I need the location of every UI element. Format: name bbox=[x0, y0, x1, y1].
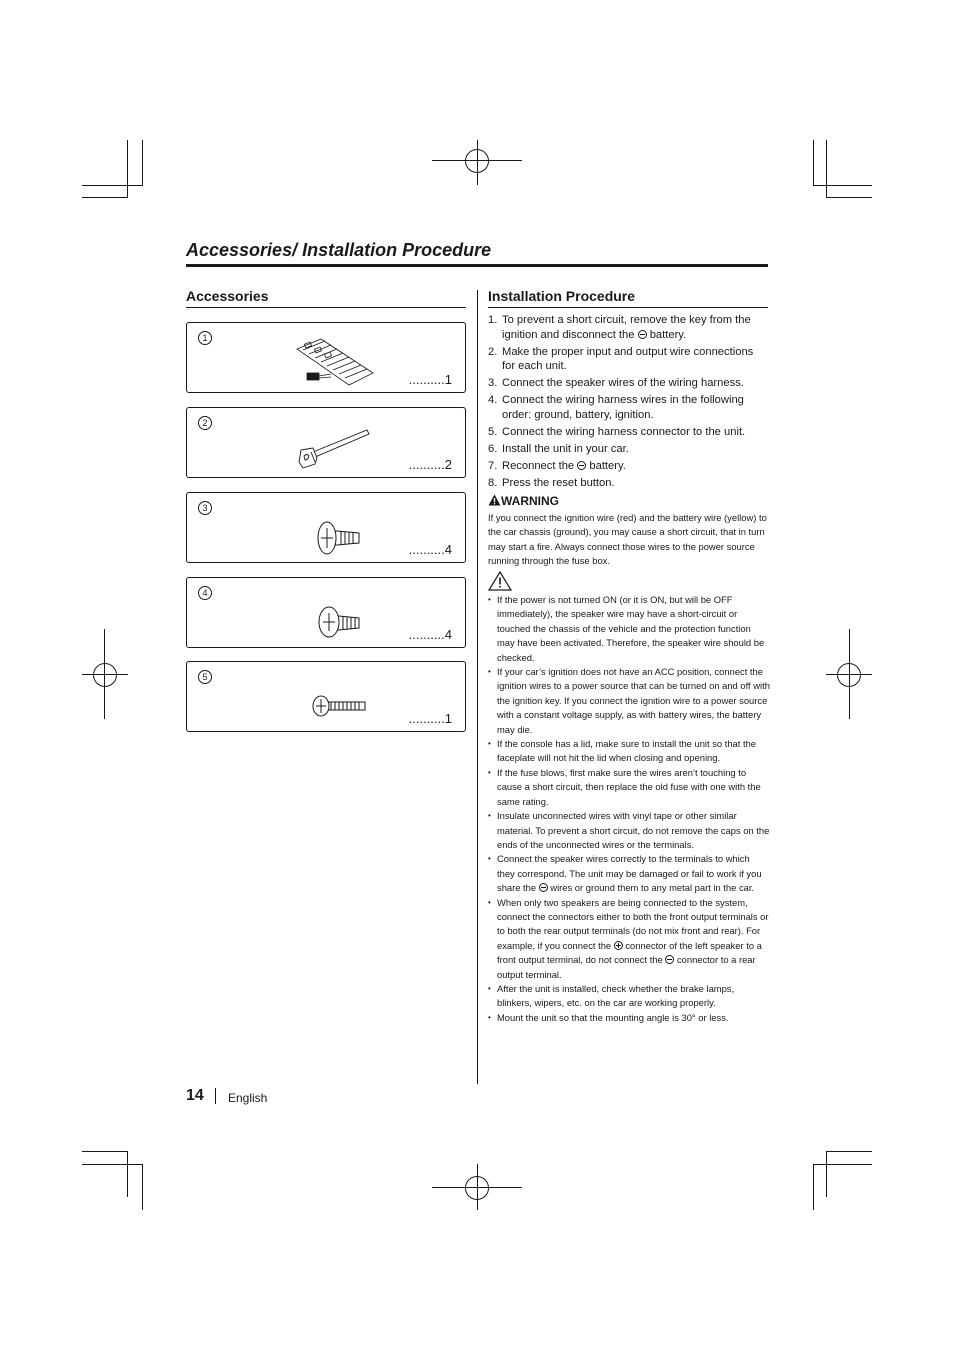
accessory-quantity: ..........4 bbox=[408, 542, 452, 557]
title-rule bbox=[186, 264, 768, 267]
caution-icon bbox=[488, 571, 512, 591]
minus-terminal-icon bbox=[577, 461, 586, 470]
step-item: 7. Reconnect the battery. bbox=[488, 459, 626, 472]
step-item: 5. Connect the wiring harness connector to the unit. bbox=[488, 425, 746, 438]
step-item: 6. Install the unit in your car. bbox=[488, 442, 629, 455]
accessory-item-1 bbox=[186, 322, 466, 393]
step-item: 2. Make the proper input and output wire connections for each unit. bbox=[488, 345, 754, 372]
page-number: 14 bbox=[186, 1087, 204, 1104]
step-item: 3. Connect the speaker wires of the wiring harness. bbox=[488, 377, 744, 389]
warning-text: If you connect the ignition wire (red) and the battery wire (yellow) to the car chassis (ground), you may cause a short circuit, that in turn may start a fire. Always connect those wires to the power source running through the fuse box. bbox=[488, 512, 767, 566]
installation-rule bbox=[488, 307, 768, 308]
accessory-quantity: ..........2 bbox=[408, 457, 452, 472]
round-head-screw-icon bbox=[287, 584, 387, 644]
accessory-quantity: ..........4 bbox=[408, 627, 452, 642]
accessory-item-3 bbox=[186, 492, 466, 563]
caution-item: • If the power is not turned ON (or it is ON, but will be OFF immediately), the speaker wire may have a short-circuit or touched the chassis of the vehicle and the protection function may have been activated. Therefore, the speaker wire should be checked. bbox=[488, 593, 770, 665]
minus-terminal-icon bbox=[638, 330, 647, 339]
installation-steps bbox=[488, 313, 768, 493]
wiring-harness-icon bbox=[287, 329, 387, 389]
accessory-number: 4 bbox=[198, 586, 212, 600]
footer-separator bbox=[215, 1088, 216, 1104]
caution-item: • If your car’s ignition does not have an ACC position, connect the ignition wires to a power source that can be turned on and off with the ignition key. If you connect the ignition wire to a power source with a constant voltage supply, as with battery wires, the battery may die. bbox=[488, 665, 770, 737]
accessory-item-2 bbox=[186, 407, 466, 478]
caution-item: • When only two speakers are being connected to the system, connect the connectors either to both the front output terminals or to both the rear output terminals (do not mix front and rear). For example, if you connect the connector of the left speaker to a front output terminal, do not connect the connector to a rear output terminal. bbox=[488, 896, 770, 982]
caution-list bbox=[488, 593, 770, 1025]
accessories-rule bbox=[186, 307, 466, 308]
step-item: 4. Connect the wiring harness wires in the following order: ground, battery, ignition. bbox=[488, 394, 744, 421]
caution-item: • After the unit is installed, check whether the brake lamps, blinkers, wipers, etc. on the car are working properly. bbox=[488, 982, 770, 1011]
minus-terminal-icon bbox=[665, 955, 674, 964]
installation-heading: Installation Procedure bbox=[488, 288, 636, 304]
accessory-number: 2 bbox=[198, 416, 212, 430]
caution-item: • Connect the speaker wires correctly to the terminals to which they correspond. The unit may be damaged or fail to work if you share the wires or ground them to any metal part in the car. bbox=[488, 852, 770, 895]
accessories-heading: Accessories bbox=[186, 288, 269, 304]
column-divider bbox=[477, 290, 478, 1084]
accessory-item-4 bbox=[186, 577, 466, 648]
flat-head-screw-icon bbox=[287, 499, 387, 559]
accessory-number: 5 bbox=[198, 670, 212, 684]
warning-heading: WARNING bbox=[488, 494, 559, 508]
accessory-number: 3 bbox=[198, 501, 212, 515]
accessory-quantity: ..........1 bbox=[408, 711, 452, 726]
caution-item: • Insulate unconnected wires with vinyl tape or other similar material. To prevent a short circuit, do not remove the caps on the ends of the unconnected wires or the terminals. bbox=[488, 809, 770, 852]
plus-terminal-icon bbox=[614, 941, 623, 950]
minus-terminal-icon bbox=[539, 883, 548, 892]
accessory-item-5 bbox=[186, 661, 466, 732]
caution-item: • If the console has a lid, make sure to install the unit so that the faceplate will not hit the lid when closing and opening. bbox=[488, 737, 770, 766]
page-title: Accessories/ Installation Procedure bbox=[186, 240, 492, 260]
removal-tool-icon bbox=[287, 414, 387, 474]
caution-item: • If the fuse blows, first make sure the wires aren’t touching to cause a short circuit, then replace the old fuse with one with the same rating. bbox=[488, 766, 770, 809]
accessory-number: 1 bbox=[198, 331, 212, 345]
step-item: 1. To prevent a short circuit, remove the key from the ignition and disconnect the battery. bbox=[488, 314, 751, 341]
bolt-icon bbox=[287, 668, 387, 728]
caution-item: • Mount the unit so that the mounting angle is 30° or less. bbox=[488, 1011, 770, 1025]
accessory-quantity: ..........1 bbox=[408, 372, 452, 387]
page-language: English bbox=[228, 1091, 268, 1105]
step-item: 8. Press the reset button. bbox=[488, 476, 615, 489]
warning-triangle-icon bbox=[488, 494, 501, 506]
